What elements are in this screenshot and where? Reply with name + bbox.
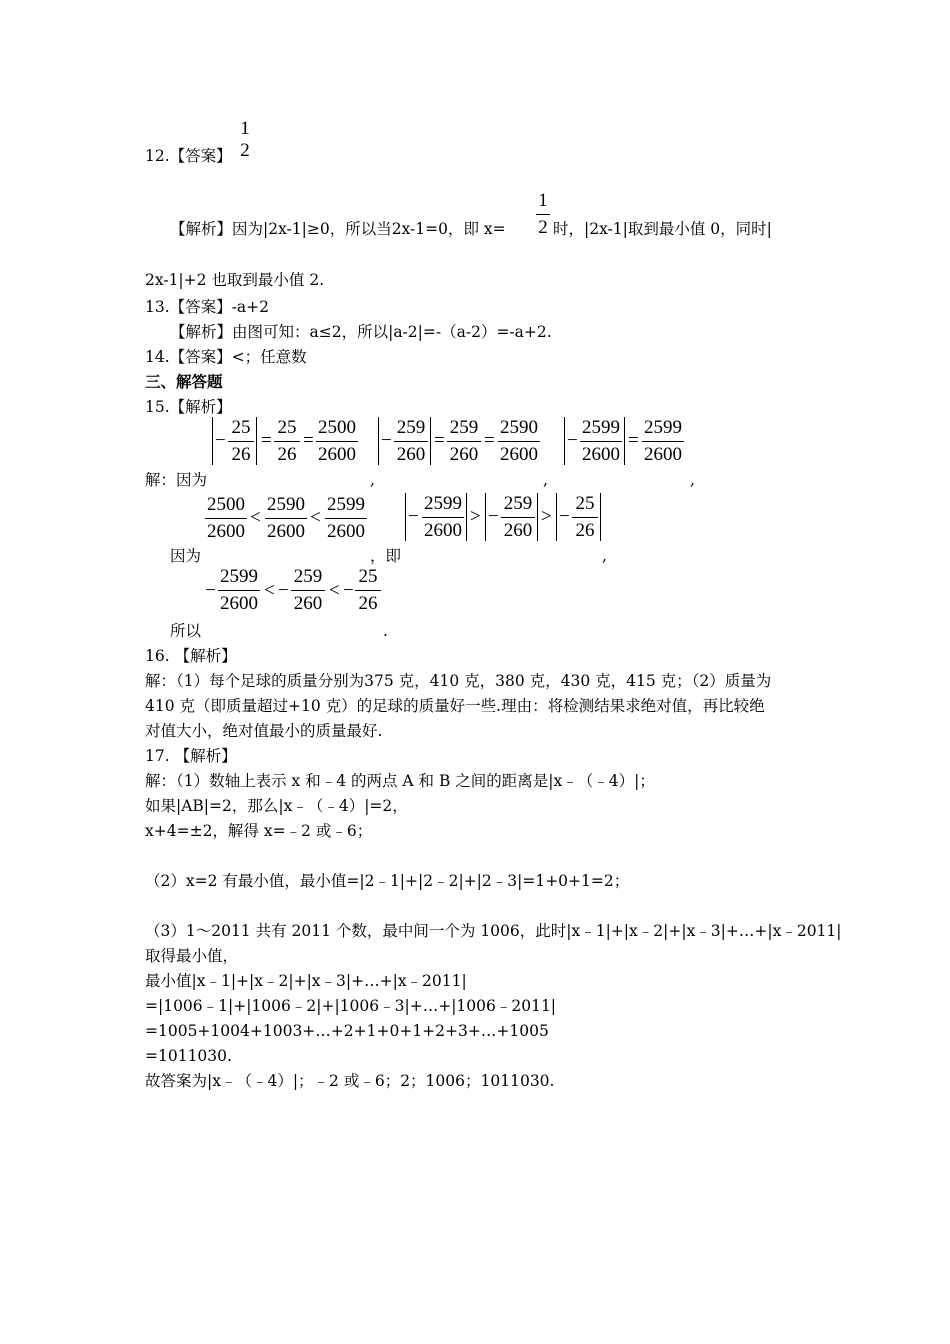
q16-line3: 对值大小，绝对值最小的质量最好. [145,722,383,740]
abs-bar [256,417,257,465]
fraction [501,493,535,542]
less-than-sign: < [329,580,340,601]
fraction [394,417,428,466]
comma: , [370,471,375,489]
abs-bar [564,417,565,465]
fraction-denominator: 26 [575,520,595,541]
abs-bar [466,493,467,541]
fraction [274,417,300,466]
fraction-denominator: 2600 [424,520,462,541]
fraction-denominator: 26 [277,444,297,465]
q12-answer-label: 12.【答案】 [145,147,232,165]
fraction [218,566,260,615]
fraction-bar [447,441,481,442]
q17-line5: （3）1～2011 共有 2011 个数，最中间一个为 1006，此时|x﹣1|+|x﹣2|+|x﹣3|+…+|x﹣2011| [145,922,842,940]
abs-bar [378,417,379,465]
fraction [580,417,622,466]
q17-line1: 解：（1）数轴上表示 x 和﹣4 的两点 A 和 B 之间的距离是|x﹣（﹣4）|； [145,772,655,790]
fraction-numerator: 2599 [220,566,258,587]
q17-line8: =|1006﹣1|+|1006﹣2|+|1006﹣3|+…+|1006﹣2011| [145,997,557,1015]
fraction [422,493,464,542]
q12-analysis-fraction [536,190,550,239]
q12-analysis-part3: 2x-1|+2 也取到最小值 2. [145,271,325,289]
q12-answer-fraction [236,118,254,162]
q17-line11: 故答案为|x﹣（﹣4）|；﹣2 或﹣6；2；1006；1011030. [145,1072,555,1090]
fraction-bar [218,590,260,591]
fraction-bar [572,517,598,518]
equals-sign: = [484,430,495,451]
fraction-bar [501,517,535,518]
fraction-denominator: 2600 [644,444,682,465]
fraction-bar [422,517,464,518]
greater-than-sign: > [470,506,481,527]
fraction-numerator: 2590 [267,494,305,515]
q15-label: 15.【解析】 [145,398,232,416]
less-than-sign: < [310,507,321,528]
fraction [498,417,540,466]
fraction-bar [325,518,367,519]
period: . [383,622,388,640]
q17-line10: =1011030. [145,1047,232,1065]
fraction-bar [498,441,540,442]
equals-sign: = [628,430,639,451]
fraction [355,566,381,615]
q17-label: 17. 【解析】 [145,747,237,765]
comma: , [602,547,607,565]
fraction-numerator: 2599 [582,417,620,438]
minus-sign: − [408,506,419,527]
q15-so: 所以 [170,622,202,640]
q15-ie: ，即 [370,547,402,565]
fraction [291,566,325,615]
fraction [642,417,684,466]
fraction-denominator: 2600 [582,444,620,465]
less-than-sign: < [264,580,275,601]
fraction-denominator: 2600 [267,521,305,542]
q16-line1: 解：（1）每个足球的质量分别为375 克，410 克，380 克，430 克，415 克；（2）质量为 [145,672,772,690]
q13-answer: 13.【答案】-a+2 [145,298,269,316]
q14-answer: 14.【答案】<；任意数 [145,348,307,366]
fraction [572,493,598,542]
fraction [325,494,367,543]
minus-sign: − [215,430,226,451]
fraction-bar [394,441,428,442]
q15-solve-prefix: 解：因为 [145,471,208,489]
fraction [265,494,307,543]
minus-sign: − [381,430,392,451]
fraction-numerator: 25 [358,566,378,587]
q17-line2: 如果|AB|=2，那么|x﹣（﹣4）|=2， [145,797,408,815]
fraction-numerator: 259 [503,493,533,514]
fraction-denominator: 2 [240,140,250,161]
fraction-bar [274,441,300,442]
q12-analysis-part1: 【解析】因为|2x-1|≥0，所以当2x-1=0，即 x= [170,220,506,238]
abs-bar [212,417,213,465]
fraction-denominator: 2600 [207,521,245,542]
fraction [447,417,481,466]
fraction-denominator: 260 [503,520,533,541]
q17-line9: =1005+1004+1003+…+2+1+0+1+2+3+…+1005 [145,1022,549,1040]
abs-bar [537,493,538,541]
fraction-bar [205,518,247,519]
section-title: 三、解答题 [145,372,223,391]
fraction-denominator: 2600 [327,521,365,542]
comma: , [543,471,548,489]
fraction-numerator: 25 [575,493,595,514]
equals-sign: = [261,430,272,451]
fraction-denominator: 26 [231,444,251,465]
fraction-denominator: 26 [358,593,378,614]
fraction [205,494,247,543]
q17-line7: 最小值|x﹣1|+|x﹣2|+|x﹣3|+…+|x﹣2011| [145,972,467,990]
fraction-bar [228,441,254,442]
comma: , [690,471,695,489]
fraction-numerator: 25 [277,417,297,438]
q16-label: 16. 【解析】 [145,647,237,665]
fraction-bar [265,518,307,519]
fraction-numerator: 2500 [207,494,245,515]
fraction-bar [316,441,358,442]
fraction-numerator: 2500 [318,417,356,438]
q17-line6: 取得最小值， [145,947,239,965]
abs-bar [556,493,557,541]
fraction-numerator: 2599 [644,417,682,438]
less-than-sign: < [250,507,261,528]
fraction-numerator: 259 [293,566,323,587]
fraction-numerator: 259 [449,417,479,438]
fraction [228,417,254,466]
minus-sign: − [343,580,354,601]
fraction [316,417,358,466]
fraction-bar [580,441,622,442]
abs-bar [405,493,406,541]
q17-line4: （2）x=2 有最小值，最小值=|2﹣1|+|2﹣2|+|2﹣3|=1+0+1=2； [145,872,630,890]
minus-sign: − [559,506,570,527]
q17-line3: x+4=±2，解得 x=﹣2 或﹣6； [145,822,373,840]
fraction-denominator: 2600 [318,444,356,465]
fraction-denominator: 260 [396,444,426,465]
fraction-bar [642,441,684,442]
fraction-numerator: 2599 [424,493,462,514]
minus-sign: − [567,430,578,451]
fraction-bar [355,590,381,591]
q12-analysis-part2: 时，|2x-1|取到最小值 0，同时| [553,220,772,238]
fraction-bar [291,590,325,591]
fraction-denominator: 2600 [220,593,258,614]
abs-bar [624,417,625,465]
abs-bar [430,417,431,465]
fraction-denominator: 260 [449,444,479,465]
fraction-denominator: 2600 [500,444,538,465]
minus-sign: − [278,580,289,601]
fraction-numerator: 25 [231,417,251,438]
greater-than-sign: > [541,506,552,527]
minus-sign: − [205,580,216,601]
fraction-numerator: 1 [538,190,548,211]
equals-sign: = [303,430,314,451]
fraction-numerator: 1 [240,118,250,139]
minus-sign: − [488,506,499,527]
abs-bar [485,493,486,541]
fraction-denominator: 260 [293,593,323,614]
equals-sign: = [434,430,445,451]
fraction-denominator: 2 [538,217,548,238]
fraction-numerator: 259 [396,417,426,438]
q13-analysis: 【解析】由图可知：a≤2，所以|a-2|=-（a-2）=-a+2. [170,323,552,341]
abs-bar [600,493,601,541]
fraction-numerator: 2590 [500,417,538,438]
fraction-numerator: 2599 [327,494,365,515]
fraction-bar [536,214,550,215]
q15-because: 因为 [170,547,202,565]
q16-line2: 410 克（即质量超过+10 克）的足球的质量好一些.理由：将检测结果求绝对值，再比较绝 [145,697,765,715]
